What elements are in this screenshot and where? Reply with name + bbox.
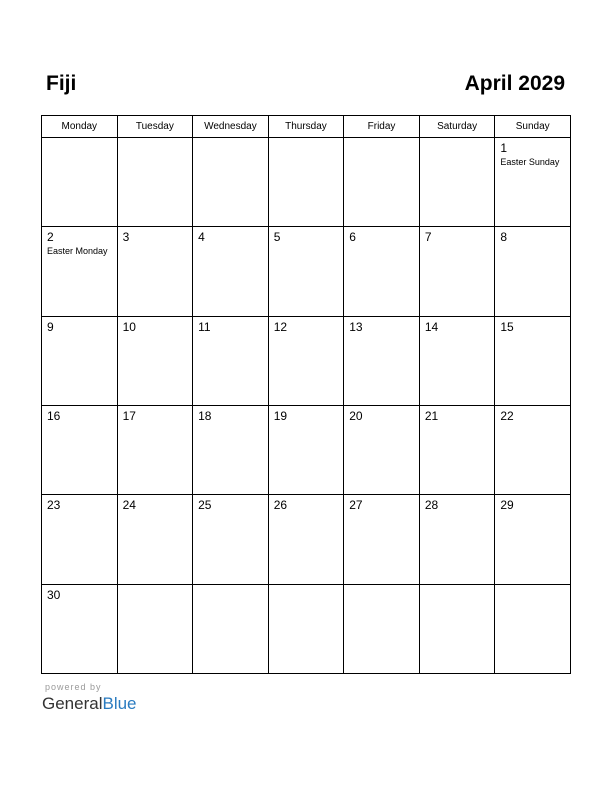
- day-number: 12: [273, 319, 288, 334]
- brand-logo[interactable]: [42, 693, 137, 715]
- day-cell: [495, 227, 571, 316]
- weekday-friday: Friday: [344, 116, 420, 138]
- day-number: 1: [500, 141, 508, 155]
- day-cell: [268, 316, 344, 405]
- day-cell: [268, 138, 344, 227]
- weekday-header-row: [42, 116, 571, 138]
- day-number: 6: [349, 230, 356, 245]
- weekday-monday: Monday: [42, 116, 118, 138]
- day-number: 2: [47, 230, 54, 245]
- day-cell: [419, 405, 495, 494]
- day-number: 29: [500, 498, 514, 513]
- day-cell: [495, 584, 571, 673]
- week-row: [42, 495, 571, 584]
- day-number: 22: [500, 408, 514, 423]
- day-number: 10: [122, 319, 136, 334]
- day-cell: [495, 405, 571, 494]
- day-cell: [42, 316, 118, 405]
- day-cell: [268, 405, 344, 494]
- day-number: 11: [198, 319, 211, 334]
- day-cell: [344, 138, 420, 227]
- day-number: 20: [349, 408, 363, 423]
- day-cell: [419, 227, 495, 316]
- day-cell: [117, 316, 193, 405]
- day-cell: [419, 584, 495, 673]
- day-number: 21: [424, 408, 439, 423]
- week-row: [42, 584, 571, 673]
- brand-name-general: General: [42, 694, 103, 713]
- day-cell: [268, 584, 344, 673]
- day-cell: [117, 495, 193, 584]
- day-cell: [117, 227, 193, 316]
- day-number: 8: [500, 230, 508, 245]
- weekday-thursday: Thursday: [268, 116, 344, 138]
- week-row: [42, 316, 571, 405]
- day-cell: [193, 138, 269, 227]
- day-number: 18: [198, 408, 212, 423]
- day-cell: [42, 584, 118, 673]
- day-number: 27: [349, 498, 363, 513]
- day-cell: [193, 405, 269, 494]
- day-number: 4: [198, 230, 205, 245]
- day-number: 26: [273, 498, 288, 513]
- weekday-saturday: Saturday: [419, 116, 495, 138]
- weekday-tuesday: Tuesday: [117, 116, 193, 138]
- day-cell: [117, 405, 193, 494]
- day-cell: [344, 495, 420, 584]
- day-number: 19: [273, 408, 288, 423]
- calendar-grid: [41, 115, 571, 674]
- day-cell: [419, 316, 495, 405]
- day-number: 28: [424, 498, 439, 513]
- weekday-wednesday: Wednesday: [193, 116, 269, 138]
- day-cell: [42, 227, 118, 316]
- day-cell: [344, 227, 420, 316]
- week-row: [42, 227, 571, 316]
- day-cell: [495, 316, 571, 405]
- day-cell: [193, 316, 269, 405]
- day-number: 9: [47, 319, 54, 334]
- day-number: 17: [122, 408, 136, 423]
- day-cell: [193, 227, 269, 316]
- day-cell: [117, 138, 193, 227]
- week-row: [42, 138, 571, 227]
- weekday-sunday: Sunday: [495, 116, 571, 138]
- day-number: 24: [122, 498, 136, 513]
- day-cell: [42, 495, 118, 584]
- day-cell: [268, 495, 344, 584]
- day-number: 16: [47, 408, 61, 423]
- day-cell: [419, 138, 495, 227]
- day-number: 15: [500, 319, 514, 334]
- holiday-label: Easter Monday: [47, 246, 108, 257]
- week-row: [42, 405, 571, 494]
- day-cell: [268, 227, 344, 316]
- day-cell: [344, 316, 420, 405]
- day-cell: [419, 495, 495, 584]
- day-cell: [117, 584, 193, 673]
- month-year-title: April 2029: [464, 72, 565, 95]
- day-number: 30: [47, 587, 61, 602]
- day-cell: [193, 584, 269, 673]
- holiday-label: Easter Sunday: [500, 157, 560, 167]
- day-number: 7: [424, 230, 432, 245]
- day-number: 25: [198, 498, 212, 513]
- day-cell: [42, 405, 118, 494]
- powered-by-text: powered by: [45, 682, 102, 692]
- day-cell: [495, 495, 571, 584]
- day-cell: [42, 138, 118, 227]
- day-number: 3: [122, 230, 130, 245]
- day-number: 14: [424, 319, 439, 334]
- day-cell: [344, 405, 420, 494]
- day-cell: [344, 584, 420, 673]
- day-number: 23: [47, 498, 61, 513]
- day-number: 13: [349, 319, 363, 334]
- country-title: Fiji: [46, 72, 77, 95]
- day-cell: [193, 495, 269, 584]
- day-cell: [495, 138, 571, 227]
- day-number: 5: [273, 230, 281, 245]
- brand-name-blue: Blue: [102, 694, 137, 713]
